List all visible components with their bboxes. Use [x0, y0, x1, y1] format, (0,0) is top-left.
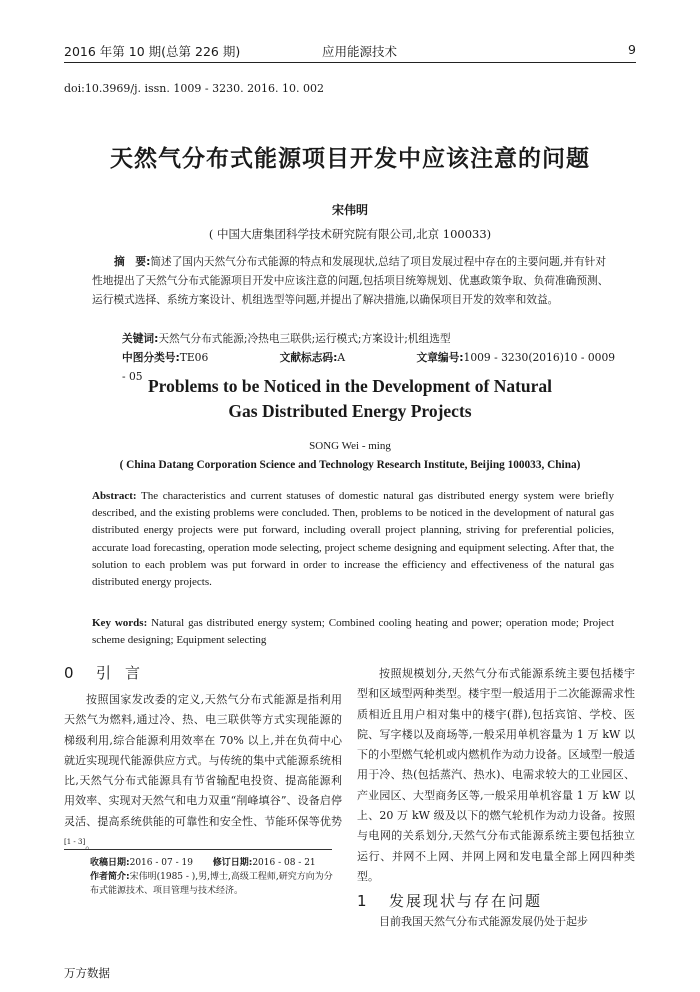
intro-paragraph-2: 按照规模划分,天然气分布式能源系统主要包括楼宇型和区域型两种类型。楼宇型一般适用于二次能源需求性质相近且用户相对集中的楼宇(群),包括宾馆、学校、医院、写字楼以及商场等,一般采用单机容量为 1 万 kW 以下的小型燃气轮机或内燃机作为动力设备。区域型一般适用于冷、热(包括蒸汽、热水)、电需求较大的工业园区、产业园区、大型商务区等,一般采用单机容量 1 万 kW 以上、20 万 kW 级及以下的燃气轮机作为动力设备。按照与电网的关系划分,天然气分布式能源系统主要包括独立运行、并网不上网、并网上网和发电量全部上网四种类型。: [357, 667, 635, 883]
abstract-chinese: [92, 252, 614, 309]
intro-paragraph-1-end: 。: [85, 838, 97, 852]
keywords-english-label: Key words:: [92, 617, 148, 629]
clc-field: [122, 351, 242, 364]
doc-code-field: [280, 351, 379, 364]
affiliation-chinese: ( 中国大唐集团科学技术研究院有限公司,北京 100033): [208, 227, 492, 241]
affiliation-english: ( China Datang Corporation Science and Technology Research Institute, Beijing 100033, China): [119, 459, 581, 471]
abstract-chinese-label: 摘 要:: [114, 255, 151, 268]
keywords-chinese-label: 关键词:: [122, 332, 159, 345]
left-column: [64, 690, 342, 856]
abstract-english-label: Abstract:: [92, 490, 137, 502]
section-0-number: 0: [64, 664, 74, 682]
received-date: 2016 - 07 - 19: [129, 858, 193, 868]
footnote-dates: [90, 856, 340, 870]
issue-info: 2016 年第 10 期(总第 226 期): [64, 44, 241, 59]
author-english: SONG Wei - ming: [309, 440, 391, 452]
citation-1-3: [1 - 3]: [64, 838, 86, 847]
article-no-label: 文章编号:: [416, 351, 464, 364]
intro-paragraph-1: [64, 690, 342, 856]
revised-label: 修订日期:: [212, 858, 253, 868]
doc-code-label: 文献标志码:: [279, 351, 338, 364]
keywords-chinese: [122, 329, 614, 348]
section-0-title: 引言: [96, 664, 155, 682]
bio-text: 宋伟明(1985 - ),男,博士,高级工程师,研究方向为分布式能源技术、项目管理与技术经济。: [90, 872, 333, 896]
footnote-rule: [64, 849, 332, 850]
received-label: 收稿日期:: [90, 858, 130, 868]
title-english: [0, 374, 700, 424]
abstract-english-text: The characteristics and current statuses of domestic natural gas distributed energy system were briefly described, and the existing problems were concluded. Then, problems to be noticed in the development of natural gas distributed energy projects were put forward, including overall project planning, striving for preferential policies, accurate load forecasting, operation mode selecting, project scheme designing and equipment selecting. After that, the solution to each problem was put forward in order to increase the efficiency and effectiveness of the natural gas distributed energy projects.: [92, 490, 614, 589]
section-1-title: 发展现状与存在问题: [389, 892, 543, 911]
title-english-line2: Gas Distributed Energy Projects: [228, 401, 472, 421]
doi-line: doi:10.3969/j. issn. 1009 - 3230. 2016. 10. 002: [64, 82, 325, 95]
footnote-bio: [90, 870, 340, 898]
page-number: 9: [628, 42, 636, 57]
keywords-english-text: Natural gas distributed energy system; Combined cooling heating and power; operation mode; Project scheme designing; Equipment selecting: [92, 617, 615, 647]
clc-label: 中图分类号:: [122, 351, 180, 364]
watermark: 万方数据: [64, 966, 110, 980]
title-english-line1: Problems to be Noticed in the Development of Natural: [147, 376, 553, 396]
article-no-value: 1009 - 3230(2016)10 - 0009 - 05: [122, 351, 616, 383]
doc-code-value: A: [337, 351, 346, 364]
right-column: [357, 664, 635, 932]
section-1-heading: [357, 891, 635, 911]
section-1-paragraph-1: 目前我国天然气分布式能源发展仍处于起步: [379, 914, 588, 928]
clc-value: TE06: [179, 351, 209, 364]
title-chinese: 天然气分布式能源项目开发中应该注意的问题: [110, 146, 590, 172]
intro-paragraph-1-text: 按照国家发改委的定义,天然气分布式能源是指利用天然气为燃料,通过冷、热、电三联供等方式实现能源的梯级利用,综合能源利用效率在 70% 以上,并在负荷中心就近实现现代能源供应方式。与传统的集中式能源系统相比,天然气分布式能源具有节省输配电投资、提高能源利用效率、实现对天然气和电力双重“削峰填谷”、设备启停灵活、提高系统供能的可靠性和安全性、节能环保等优势: [64, 693, 342, 828]
section-0-heading: [64, 662, 154, 683]
author-chinese: 宋伟明: [331, 203, 368, 217]
keywords-english: [92, 615, 614, 649]
footnote: [90, 856, 340, 898]
abstract-chinese-text: 简述了国内天然气分布式能源的特点和发展现状,总结了项目发展过程中存在的主要问题,并有针对性地提出了天然气分布式能源项目开发中应该注意的问题,包括项目统筹规划、优惠政策争取、负荷准确预测、运行模式选择、系统方案设计、机组选型等问题,并提出了解决措施,以确保项目开发的效率和效益。: [92, 255, 609, 306]
section-1-number: 1: [357, 892, 367, 911]
revised-date: 2016 - 08 - 21: [252, 858, 316, 868]
running-header: [64, 42, 636, 62]
abstract-english: [92, 488, 614, 591]
keywords-chinese-text: 天然气分布式能源;冷热电三联供;运行模式;方案设计;机组选型: [158, 332, 451, 345]
header-rule: [64, 62, 636, 63]
bio-label: 作者简介:: [90, 872, 130, 882]
journal-name: 应用能源技术: [322, 44, 398, 59]
